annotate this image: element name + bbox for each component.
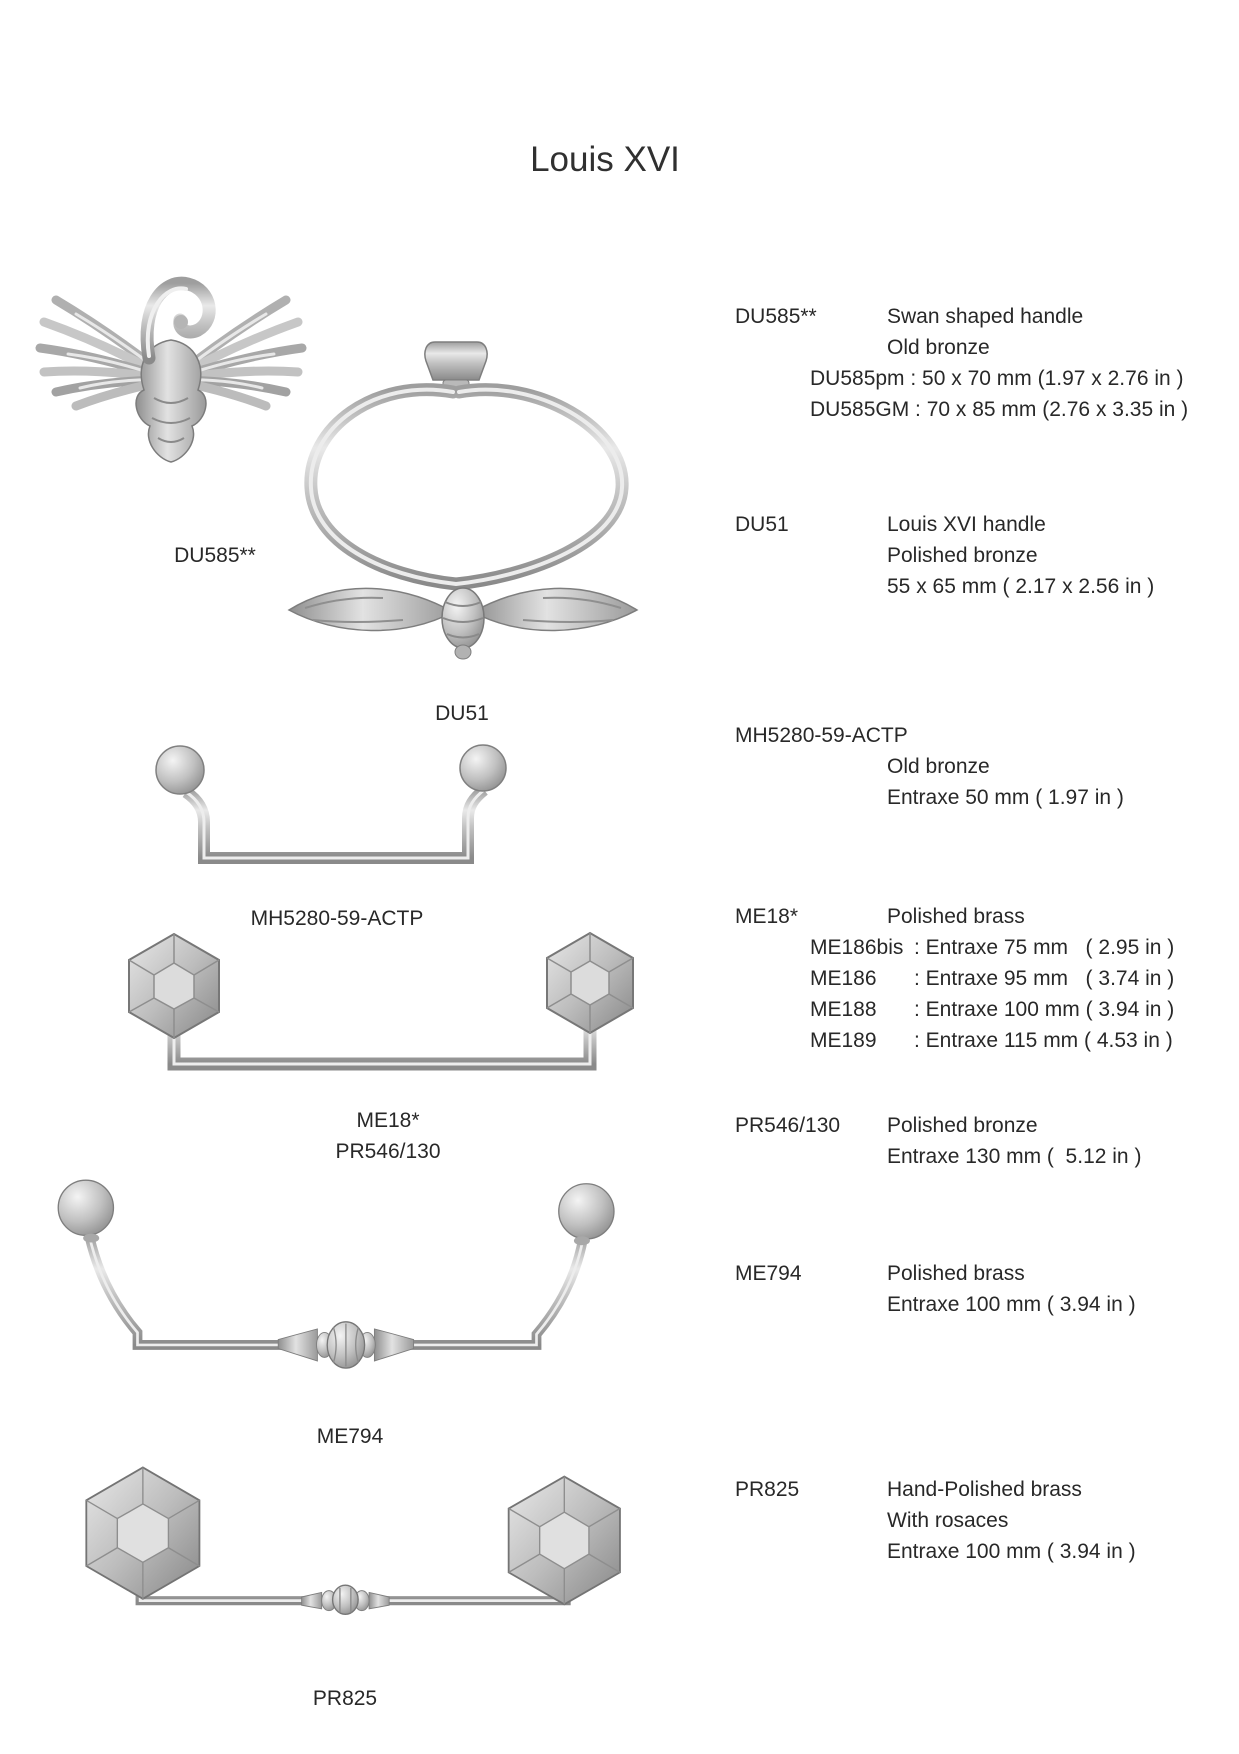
large-hex-rosette-bail-handle-drawing: [62, 1462, 647, 1649]
variant-code: ME186: [810, 967, 877, 990]
product-finish: Old bronze: [887, 336, 990, 359]
hex-rosette-bail-handle-image: [112, 928, 657, 1083]
product-size: Entraxe 100 mm ( 3.94 in ): [887, 1293, 1136, 1316]
product-size: Entraxe 130 mm ( 5.12 in ): [887, 1145, 1142, 1168]
right-knob: [460, 745, 506, 791]
product-info-du51: [735, 509, 1215, 602]
product-size: Entraxe 50 mm ( 1.97 in ): [887, 786, 1124, 809]
product-name: Hand-Polished brass: [887, 1478, 1082, 1501]
product-name: Swan shaped handle: [887, 305, 1084, 328]
square-bail-handle-image: [150, 742, 520, 902]
large-hex-rosette-bail-handle-image: [62, 1462, 647, 1649]
left-ball: [58, 1180, 113, 1235]
left-hex-rosette: [129, 934, 219, 1038]
square-bail-handle-drawing: [150, 742, 520, 902]
variant-code: ME189: [810, 1029, 877, 1052]
caption-mh5280: MH5280-59-ACTP: [250, 907, 424, 930]
caption-pr546-line: PR546/130: [335, 1140, 441, 1163]
right-hex-rosette: [547, 933, 633, 1033]
hex-rosette-bail-handle-drawing: [112, 928, 657, 1083]
variant-detail: : Entraxe 95 mm ( 3.74 in ): [914, 967, 1175, 990]
center-boss: [442, 588, 484, 659]
product-info-pr546: [735, 1110, 1215, 1172]
product-info-pr825: [735, 1474, 1215, 1567]
loop: [311, 390, 622, 584]
caption-pr825: PR825: [312, 1687, 378, 1710]
product-name: Louis XVI handle: [887, 513, 1046, 536]
variant-row: [810, 932, 1215, 963]
caption-me18-line: ME18*: [356, 1109, 420, 1132]
bail: [174, 1008, 590, 1064]
left-knob: [156, 746, 204, 794]
variant-code: ME188: [810, 998, 877, 1021]
variant-detail: : Entraxe 115 mm ( 4.53 in ): [914, 1029, 1173, 1052]
product-size: DU585pm : 50 x 70 mm (1.97 x 2.76 in ): [810, 367, 1184, 390]
right-ball: [559, 1184, 614, 1239]
product-finish: Polished bronze: [887, 544, 1038, 567]
variant-row: [810, 994, 1215, 1025]
product-info-me18: [735, 901, 1215, 1056]
product-info-du585: [735, 301, 1215, 425]
swan-shaped-handle-drawing: [28, 262, 313, 487]
right-hex-rosette: [509, 1477, 620, 1605]
caption-du585: DU585**: [174, 544, 256, 567]
product-name: Polished bronze: [887, 1114, 1038, 1137]
swan-shaped-handle-image: [28, 262, 313, 487]
left-hex-rosette: [86, 1467, 199, 1598]
product-code: ME794: [735, 1262, 802, 1285]
product-code: MH5280-59-ACTP: [735, 724, 908, 747]
product-name: Polished brass: [887, 1262, 1025, 1285]
product-size: Entraxe 100 mm ( 3.94 in ): [887, 1540, 1136, 1563]
variant-row: [810, 963, 1215, 994]
left-ball-collar: [83, 1234, 99, 1243]
center-ornament: [302, 1585, 390, 1614]
product-name: Polished brass: [887, 905, 1025, 928]
right-ball-collar: [574, 1236, 590, 1245]
caption-du51: DU51: [435, 702, 489, 725]
variant-detail: : Entraxe 75 mm ( 2.95 in ): [914, 936, 1175, 959]
product-code: DU51: [735, 513, 789, 536]
bail: [186, 790, 484, 858]
ball-post-bail-handle-image: [52, 1172, 622, 1395]
product-code: ME18*: [735, 905, 799, 928]
product-detail: With rosaces: [887, 1509, 1009, 1532]
caption-me18-pr546: [288, 1105, 488, 1167]
product-code: DU585**: [735, 305, 817, 328]
product-info-me794: [735, 1258, 1215, 1320]
variant-code: ME186bis: [810, 936, 904, 959]
page-title: Louis XVI: [530, 140, 680, 179]
variant-row: [810, 1025, 1215, 1056]
product-size: 55 x 65 mm ( 2.17 x 2.56 in ): [887, 575, 1155, 598]
product-info-mh5280: [735, 720, 1215, 813]
center-spindle: [278, 1322, 413, 1368]
product-size: DU585GM : 70 x 85 mm (2.76 x 3.35 in ): [810, 398, 1189, 421]
louis-xvi-handle-drawing: [283, 336, 643, 666]
caption-me794: ME794: [316, 1425, 384, 1448]
ball-post-bail-handle-drawing: [52, 1172, 622, 1395]
product-finish: Old bronze: [887, 755, 990, 778]
variant-detail: : Entraxe 100 mm ( 3.94 in ): [914, 998, 1175, 1021]
product-code: PR825: [735, 1478, 800, 1501]
product-code: PR546/130: [735, 1114, 841, 1137]
louis-xvi-handle-image: [283, 336, 643, 666]
